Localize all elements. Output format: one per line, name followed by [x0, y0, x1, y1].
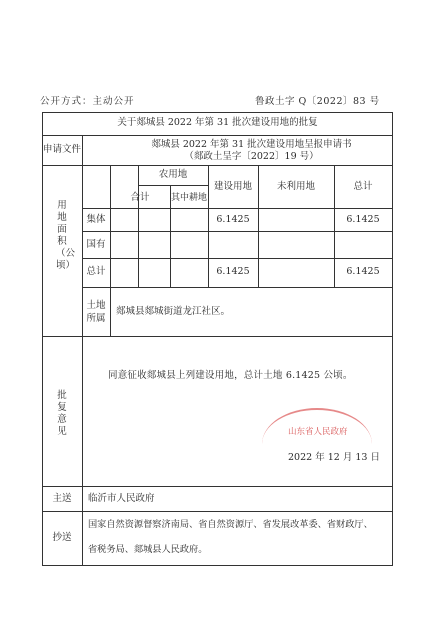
main-recipient-label: 主送 — [52, 493, 72, 504]
cell-total-total: 6.1425 — [346, 266, 380, 277]
application-label: 申请文件 — [42, 144, 81, 155]
cc-line-1: 国家自然资源督察济南局、省自然资源厅、省发展改革委、省财政厅、 — [88, 519, 373, 530]
cc-label: 抄送 — [52, 532, 72, 543]
main-recipient-value: 临沂市人民政府 — [88, 493, 155, 504]
header-unused: 未利用地 — [276, 181, 315, 192]
cc-line-2: 省税务局、郯城县人民政府。 — [88, 544, 208, 555]
land-area-label: 用地面积（公顷） — [56, 200, 76, 271]
header-total: 总计 — [353, 181, 373, 192]
row-label-total: 总计 — [86, 266, 106, 277]
location-label-line-1: 土地 — [86, 300, 106, 311]
header-agri-total: 合计 — [130, 192, 150, 203]
application-line-2: （郯政土呈字〔2022〕19 号） — [184, 151, 319, 162]
cell-collective-total: 6.1425 — [346, 214, 380, 225]
row-label-collective: 集体 — [86, 214, 106, 225]
header-construction: 建设用地 — [213, 181, 252, 192]
disclosure-method: 公开方式：主动公开 — [40, 96, 135, 107]
header-cultivated: 其中耕地 — [170, 193, 207, 203]
document-title: 关于郯城县 2022 年第 31 批次建设用地的批复 — [117, 117, 318, 128]
approval-date: 2022 年 12 月 13 日 — [288, 452, 380, 463]
cell-total-construction: 6.1425 — [216, 266, 250, 277]
document-number: 鲁政土字 Q〔2022〕83 号 — [255, 96, 380, 107]
cell-collective-construction: 6.1425 — [216, 214, 250, 225]
approval-text: 同意征收郯城县上列建设用地，总计土地 6.1425 公顷。 — [108, 370, 353, 381]
approval-label: 批复意见 — [57, 390, 67, 437]
row-label-state: 国有 — [86, 239, 106, 250]
application-line-1: 郯城县 2022 年第 31 批次建设用地呈报申请书 — [151, 139, 352, 150]
header-agricultural: 农用地 — [158, 169, 188, 180]
location-value: 郯城县郯城街道龙江社区。 — [116, 306, 231, 317]
location-label-line-2: 所属 — [86, 313, 106, 324]
